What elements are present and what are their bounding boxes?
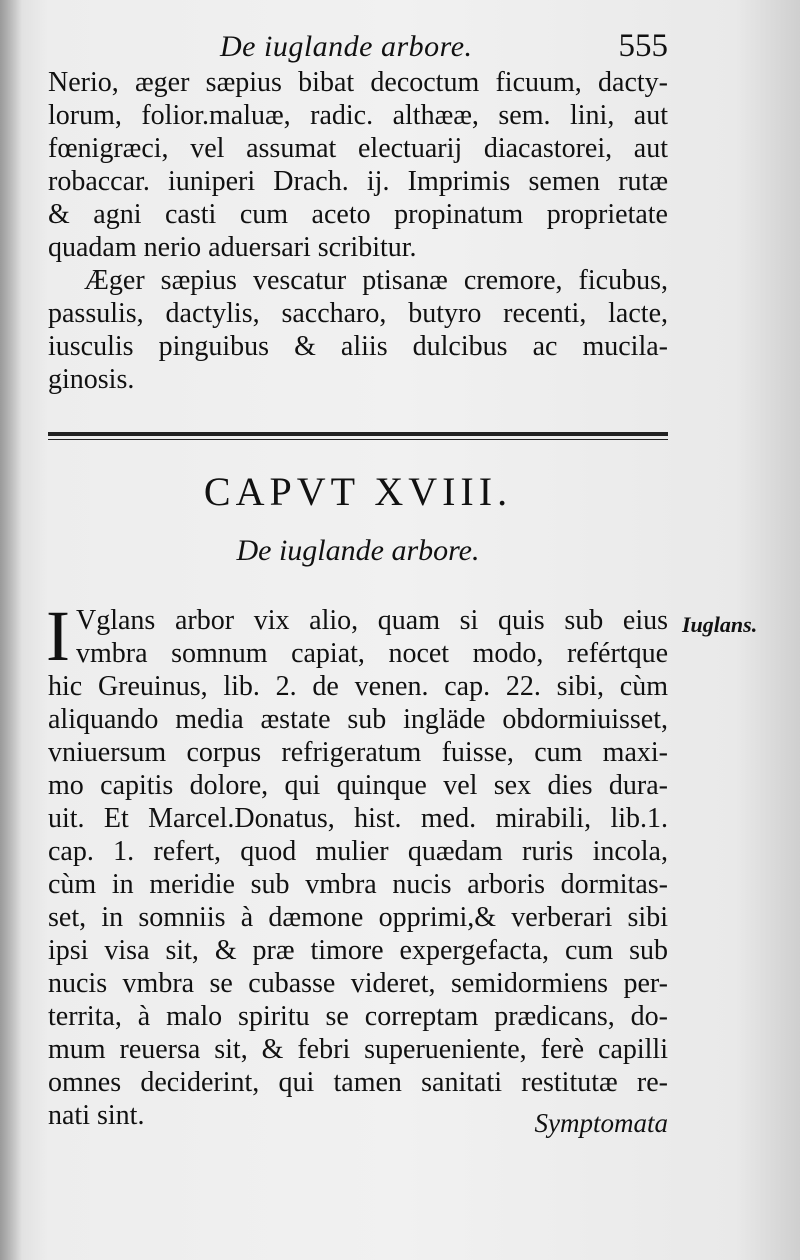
text-line: mo capitis dolore, qui quinque vel sex dies dura- <box>48 770 668 801</box>
text-line: fœnigræci, vel assumat electuarij diacastorei, aut <box>48 133 668 164</box>
text-line: cap. 1. refert, quod mulier quædam ruris incola, <box>48 836 668 867</box>
text-line: iusculis pinguibus & aliis dulcibus ac mucila- <box>48 331 668 362</box>
text-line: hic Greuinus, lib. 2. de venen. cap. 22. sibi, cùm <box>48 671 668 702</box>
binding-shadow <box>0 0 22 1260</box>
text-line: Nerio, æger sæpius bibat decoctum ficuum, dacty- <box>48 67 668 98</box>
text-line: uit. Et Marcel.Donatus, hist. med. mirabili, lib.1. <box>48 803 668 834</box>
paragraph-1 <box>48 66 668 264</box>
text-line: quadam nerio aduersari scribitur. <box>48 232 417 263</box>
divider-thick-rule <box>48 432 668 436</box>
paragraph-3 <box>46 596 668 1132</box>
text-line: ginosis. <box>48 364 135 395</box>
page-number: 555 <box>618 28 668 64</box>
text-line: vmbra somnum capiat, nocet modo, refértque <box>75 638 668 669</box>
text-line: & agni casti cum aceto propinatum proprietate <box>48 199 668 230</box>
text-line: lorum, folior.maluæ, radic. althææ, sem. lini, aut <box>48 100 668 131</box>
text-line: Vglans arbor vix alio, quam si quis sub eius <box>75 605 668 636</box>
text-line: passulis, dactylis, saccharo, butyro recenti, lacte, <box>48 298 668 329</box>
chapter-divider <box>48 432 668 440</box>
page-header <box>48 28 668 68</box>
drop-cap: I <box>46 596 70 676</box>
text-line: cùm in meridie sub vmbra nucis arboris dormitas- <box>48 869 668 900</box>
text-line: Æger sæpius vescatur ptisanæ cremore, ficubus, <box>84 265 668 296</box>
catchword: Symptomata <box>534 1108 668 1138</box>
chapter-subtitle: De iuglande arbore. <box>236 534 480 567</box>
text-line: nucis vmbra se cubasse videret, semidormiens per- <box>48 968 668 999</box>
text-line: set, in somniis à dæmone opprimi,& verberari sibi <box>48 902 668 933</box>
running-title: De iuglande arbore. <box>220 30 473 63</box>
text-line: vniuersum corpus refrigeratum fuisse, cum maxi- <box>48 737 668 768</box>
text-line: nati sint. <box>48 1100 145 1131</box>
text-line: territa, à malo spiritu se correptam prædicans, do- <box>48 1001 668 1032</box>
paragraph-2 <box>48 264 668 396</box>
text-line: aliquando media æstate sub ingläde obdormiuisset, <box>48 704 668 735</box>
text-line: omnes deciderint, qui tamen sanitati restitutæ re- <box>48 1067 668 1098</box>
divider-thin-rule <box>48 439 668 440</box>
text-line: ipsi visa sit, & præ timore expergefacta, cum sub <box>48 935 668 966</box>
text-line: mum reuersa sit, & febri superueniente, ferè capilli <box>48 1034 668 1065</box>
chapter-title: CAPVT XVIII. <box>203 469 513 514</box>
text-line: robaccar. iuniperi Drach. ij. Imprimis semen rutæ <box>48 166 668 197</box>
margin-note: Iuglans. <box>682 612 758 637</box>
